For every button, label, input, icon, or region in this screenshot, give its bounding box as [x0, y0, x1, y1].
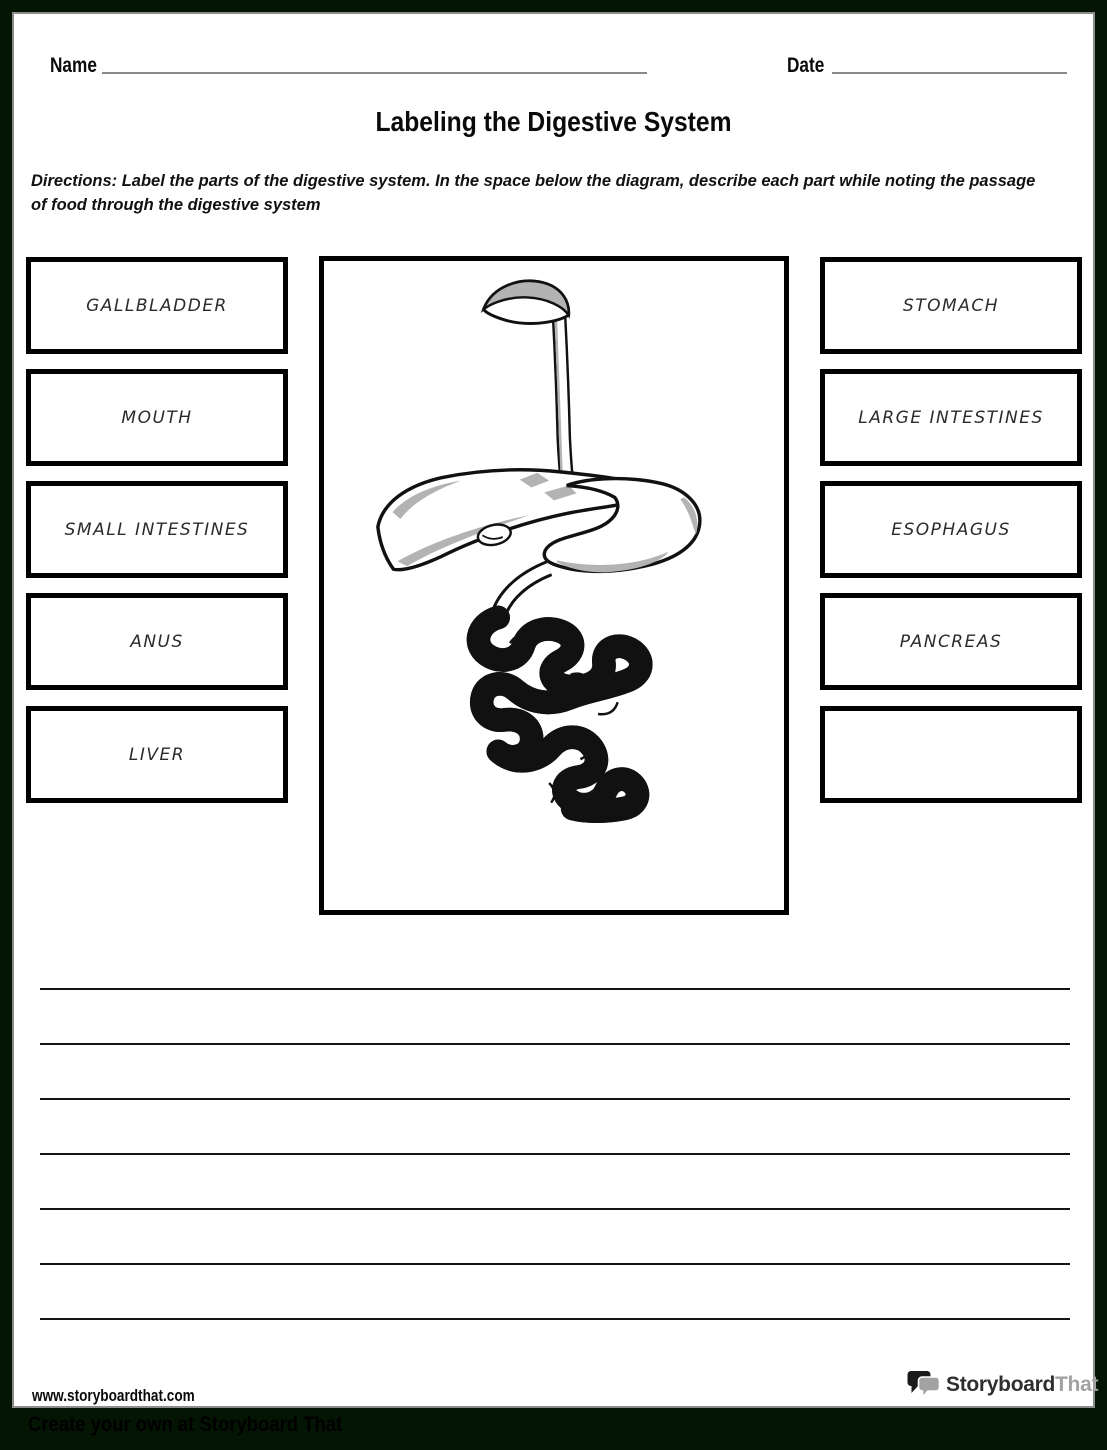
name-blank-line[interactable] [102, 72, 647, 74]
mouth-illustration [484, 281, 569, 323]
logo-word-storyboard: Storyboard [946, 1373, 1056, 1396]
page-title: Labeling the Digestive System [375, 106, 732, 137]
date-blank-line[interactable] [832, 72, 1067, 74]
small-intestine-illustration [478, 618, 640, 812]
label-text: LIVER [128, 744, 186, 765]
writing-line-6[interactable] [40, 1263, 1070, 1265]
label-text: LARGE INTESTINES [858, 407, 1044, 428]
website-url: www.storyboardthat.com [32, 1386, 195, 1405]
digestive-system-illustration [324, 261, 784, 910]
label-text: SMALL INTESTINES [64, 519, 250, 540]
label-box-stomach [820, 257, 1082, 354]
logo-wordmark [946, 1373, 1098, 1397]
label-box-pancreas [820, 593, 1082, 690]
digestive-system-diagram [319, 256, 789, 915]
writing-line-7[interactable] [40, 1318, 1070, 1320]
writing-line-5[interactable] [40, 1208, 1070, 1210]
directions-text: Directions: Label the parts of the digestive system. In the space below the diagram, describe each part while noting the passage of food through the digestive system [31, 171, 1036, 214]
date-label: Date [787, 54, 825, 77]
label-box-liver [26, 706, 288, 803]
label-box-esophagus [820, 481, 1082, 578]
label-box-gallbladder [26, 257, 288, 354]
logo-word-that: That [1055, 1373, 1099, 1396]
label-box-empty [820, 706, 1082, 803]
writing-line-4[interactable] [40, 1153, 1070, 1155]
speech-bubbles-icon [907, 1370, 941, 1400]
storyboardthat-logo [907, 1370, 1098, 1400]
label-text: PANCREAS [899, 631, 1003, 652]
writing-line-3[interactable] [40, 1098, 1070, 1100]
writing-line-1[interactable] [40, 988, 1070, 990]
label-text: MOUTH [121, 407, 193, 428]
worksheet-page [12, 12, 1099, 1408]
name-label: Name [50, 54, 97, 77]
duodenum-illustration [498, 568, 549, 615]
label-text: GALLBLADDER [86, 295, 228, 316]
writing-line-2[interactable] [40, 1043, 1070, 1045]
label-text: ESOPHAGUS [891, 519, 1011, 540]
label-box-mouth [26, 369, 288, 466]
label-box-large-intestines [820, 369, 1082, 466]
label-box-anus [26, 593, 288, 690]
label-box-small-intestines [26, 481, 288, 578]
label-text: STOMACH [902, 295, 999, 316]
create-your-own-tagline: Create your own at Storyboard That [28, 1413, 343, 1436]
esophagus-illustration [556, 312, 568, 487]
label-text: ANUS [130, 631, 184, 652]
